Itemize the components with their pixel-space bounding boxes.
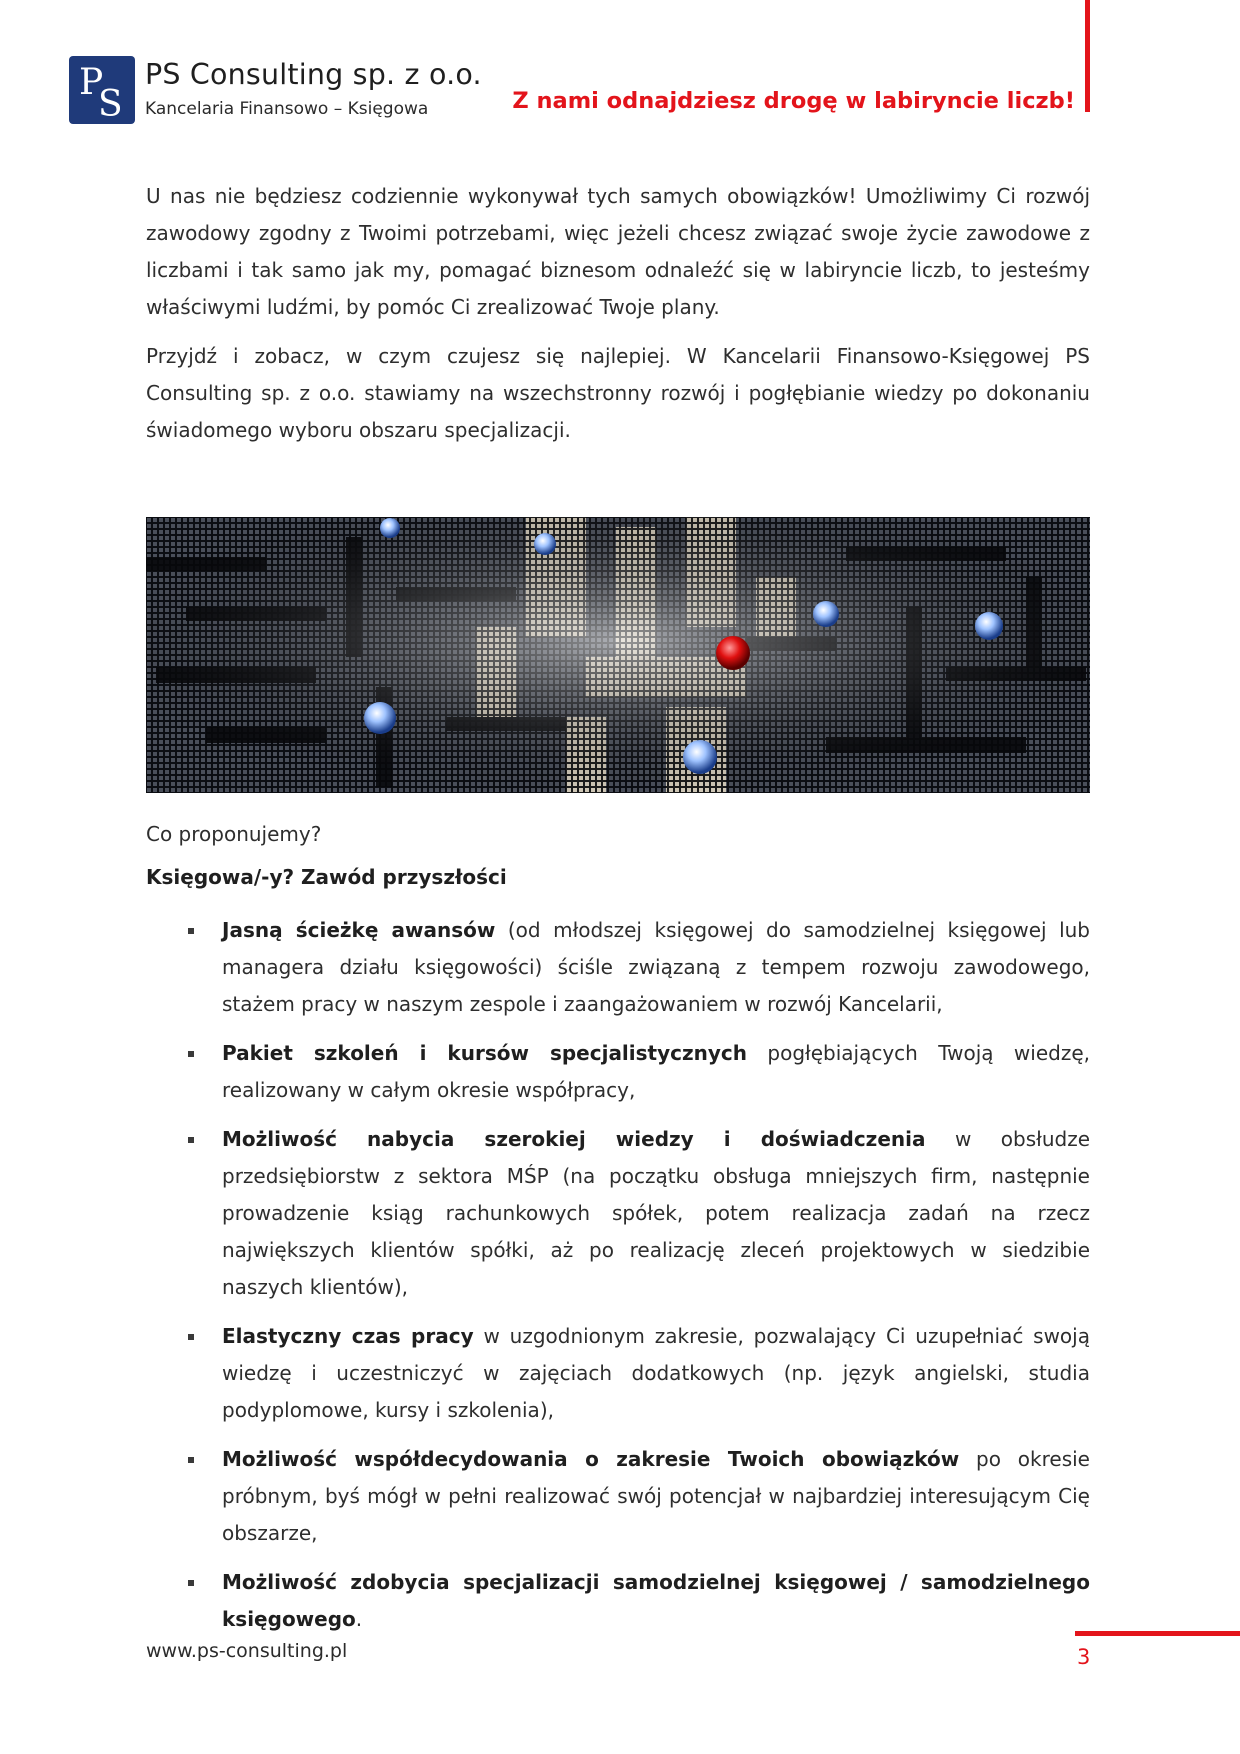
- list-item-bold: Możliwość nabycia szerokiej wiedzy i doświadczenia: [222, 1127, 926, 1151]
- maze-ball: [534, 533, 556, 555]
- intro-paragraph-2: Przyjdź i zobacz, w czym czujesz się najlepiej. W Kancelarii Finansowo-Księgowej PS Consulting sp. z o.o. stawiamy na wszechstronny rozwój i pogłębianie wiedzy po dokonaniu świadomego wyboru obszaru specjalizacji.: [146, 344, 1090, 442]
- header-slogan: Z nami odnajdziesz drogę w labiryncie liczb!: [512, 88, 1075, 114]
- maze-ball: [975, 612, 1003, 640]
- footer-website-link[interactable]: www.ps-consulting.pl: [146, 1640, 348, 1662]
- list-item-text: .: [355, 1607, 363, 1631]
- header-accent-bar: [1085, 0, 1090, 112]
- list-item-text: po okresie próbnym, byś mógł w pełni realizować swój potencjał w najbardziej interesującym Cię obszarze,: [222, 1447, 1090, 1545]
- maze-illustration: [146, 517, 1090, 793]
- list-item: [146, 1035, 1090, 1109]
- list-item-bold: Możliwość zdobycia specjalizacji samodzielnej księgowej / samodzielnego księgowego: [222, 1570, 1090, 1631]
- offer-title: Księgowa/-y? Zawód przyszłości: [146, 865, 507, 889]
- list-item-bold: Pakiet szkoleń i kursów specjalistycznych: [222, 1041, 748, 1065]
- maze-ball: [380, 518, 400, 538]
- list-item-text: w obsłudze przedsiębiorstw z sektora MŚP (na początku obsługa mniejszych firm, następnie prowadzenie ksiąg rachunkowych spółek, potem realizacja zadań na rzecz największych klientów spółki, aż po realizację zleceń projektowych w siedzibie naszych klientów),: [222, 1127, 1091, 1299]
- footer-accent-bar: [1075, 1631, 1240, 1636]
- maze-image: [146, 517, 1090, 793]
- company-name: PS Consulting sp. z o.o.: [145, 58, 482, 91]
- list-item-text: w uzgodnionym zakresie, pozwalający Ci uzupełniać swoją wiedzę i uczestniczyć w zajęciach dodatkowych (np. język angielski, studia podyplomowe, kursy i szkolenia),: [222, 1324, 1090, 1422]
- list-item-bold: Jasną ścieżkę awansów: [222, 918, 496, 942]
- maze-ball: [683, 740, 717, 774]
- logo-letter-s: S: [98, 84, 123, 124]
- bullet-icon: [188, 928, 194, 934]
- maze-ball-red: [716, 636, 750, 670]
- page-number: 3: [1077, 1645, 1091, 1669]
- offer-question: Co proponujemy?: [146, 822, 322, 846]
- list-item: [146, 1441, 1090, 1552]
- intro-paragraph-1: U nas nie będziesz codziennie wykonywał tych samych obowiązków! Umożliwimy Ci rozwój zawodowy zgodny z Twoimi potrzebami, więc jeżeli chcesz związać swoje życie zawodowe z liczbami i tak samo jak my, pomagać biznesom odnaleźć się w labiryncie liczb, to jesteśmy właściwymi ludźmi, by pomóc Ci zrealizować Twoje plany.: [146, 184, 1090, 319]
- list-item: [146, 912, 1090, 1023]
- bullet-icon: [188, 1457, 194, 1463]
- bullet-icon: [188, 1334, 194, 1340]
- list-item: [146, 1318, 1090, 1429]
- maze-ball: [813, 601, 839, 627]
- intro-section: [146, 178, 1090, 449]
- maze-ball: [364, 702, 396, 734]
- list-item: [146, 1121, 1090, 1306]
- logo-letter-p: P: [79, 62, 104, 103]
- company-subtitle: Kancelaria Finansowo – Księgowa: [145, 99, 429, 119]
- bullet-icon: [188, 1137, 194, 1143]
- offer-list: [146, 912, 1090, 1650]
- list-item-text: pogłębiających Twoją wiedzę, realizowany w całym okresie współpracy,: [222, 1041, 1090, 1102]
- bullet-icon: [188, 1051, 194, 1057]
- list-item: [146, 1564, 1090, 1638]
- company-logo: [69, 56, 135, 124]
- list-item-text: (od młodszej księgowej do samodzielnej księgowej lub managera działu księgowości) ściśle związaną z tempem rozwoju zawodowego, stażem pracy w naszym zespole i zaangażowaniem w rozwój Kancelarii,: [222, 918, 1091, 1016]
- list-item-bold: Elastyczny czas pracy: [222, 1324, 474, 1348]
- bullet-icon: [188, 1580, 194, 1586]
- list-item-bold: Możliwość współdecydowania o zakresie Twoich obowiązków: [222, 1447, 960, 1471]
